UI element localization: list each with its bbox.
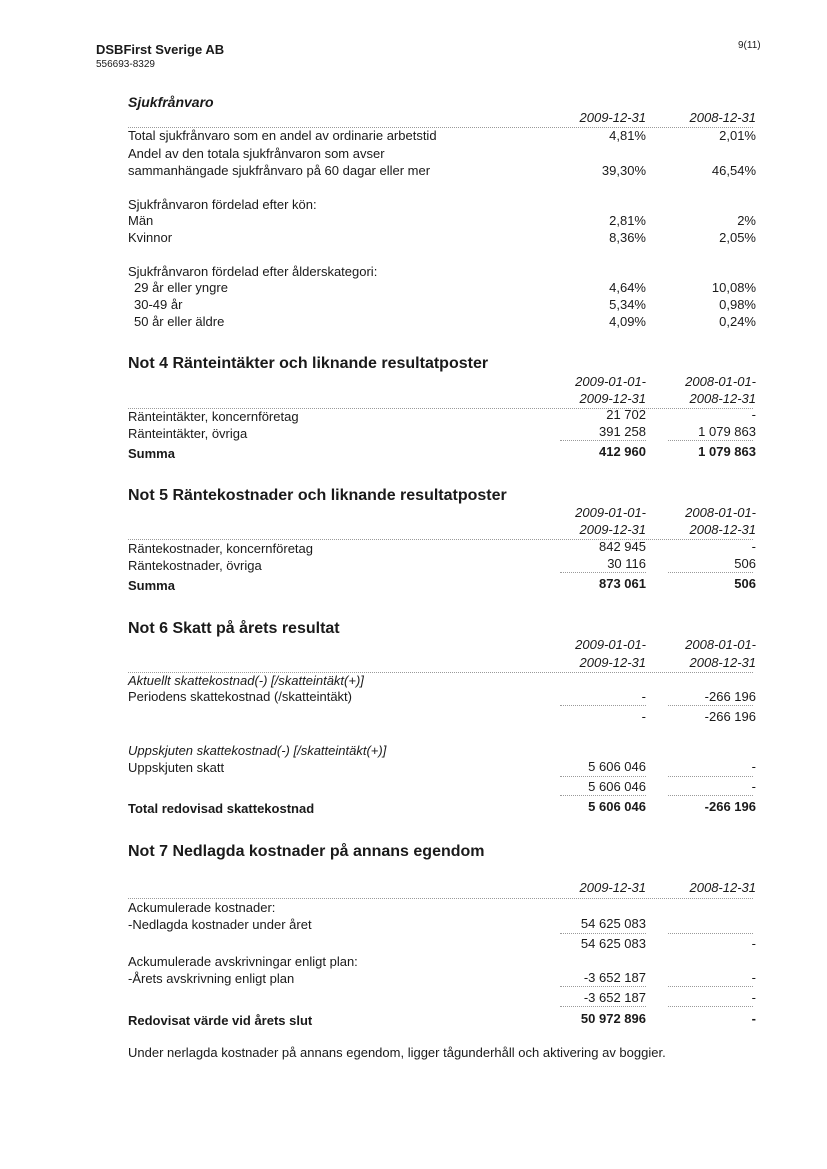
note4-col1-a: 2009-01-01- [575, 374, 646, 389]
note5-title: Not 5 Räntekostnader och liknande resultatposter [128, 487, 507, 504]
note4-sum-v1: 412 960 [599, 444, 646, 459]
note4-row2-label: Ränteintäkter, övriga [128, 426, 248, 441]
note5-col2-a: 2008-01-01- [685, 505, 756, 520]
note4-row1-label: Ränteintäkter, koncernföretag [128, 409, 299, 424]
sick-leave-col2-header: 2008-12-31 [689, 110, 756, 125]
age3-label: 50 år eller äldre [134, 314, 225, 329]
note5-row2-v1: 30 116 [607, 556, 646, 571]
company-name: DSBFirst Sverige AB [96, 42, 225, 57]
note5-row2-v2: 506 [734, 556, 756, 571]
divider [560, 933, 646, 934]
note6-current-v1: - [641, 689, 646, 704]
note6-deferred-v2: - [751, 759, 756, 774]
women-v2: 2,05% [719, 230, 756, 245]
sick-leave-total-v2: 2,01% [719, 128, 756, 143]
divider [668, 986, 753, 987]
note5-sum-label: Summa [128, 578, 175, 593]
note7-dep-title: Ackumulerade avskrivningar enligt plan: [128, 954, 358, 969]
divider [668, 440, 753, 441]
age1-v1: 4,64% [609, 280, 646, 295]
note4-row1-v2: - [751, 407, 756, 422]
note6-deferred-sub-v2: - [751, 779, 756, 794]
note7-acc-sub-v2: - [751, 936, 756, 951]
note6-col2-b: 2008-12-31 [689, 655, 756, 670]
note4-title: Not 4 Ränteintäkter och liknande resultatposter [128, 355, 489, 372]
note5-sum-v1: 873 061 [599, 576, 646, 591]
divider [560, 705, 646, 706]
note5-row2-label: Räntekostnader, övriga [128, 558, 262, 573]
age2-v1: 5,34% [609, 297, 646, 312]
note7-dep-v1: -3 652 187 [583, 970, 646, 985]
divider [128, 539, 753, 540]
divider [560, 776, 646, 777]
note7-dep-label: -Årets avskrivning enligt plan [128, 971, 295, 986]
note6-total-v2: -266 196 [704, 799, 756, 814]
note7-dep-v2: - [751, 970, 756, 985]
note4-row2-v1: 391 258 [599, 424, 646, 439]
sick-leave-long-v1: 39,30% [601, 163, 646, 178]
divider [560, 572, 646, 573]
divider [668, 1006, 753, 1007]
note4-col2-a: 2008-01-01- [685, 374, 756, 389]
sick-leave-long-v2: 46,54% [711, 163, 756, 178]
note4-sum-label: Summa [128, 446, 175, 461]
divider [560, 986, 646, 987]
note5-col1-b: 2009-12-31 [579, 522, 646, 537]
sick-leave-long-label-1: Andel av den totala sjukfrånvaron som avser [128, 146, 385, 161]
note5-col2-b: 2008-12-31 [689, 522, 756, 537]
note5-row1-v2: - [751, 539, 756, 554]
note6-deferred-v1: 5 606 046 [588, 759, 646, 774]
sick-leave-long-label-2: sammanhängade sjukfrånvaro på 60 dagar eller mer [128, 163, 431, 178]
note6-title: Not 6 Skatt på årets resultat [128, 620, 340, 637]
age2-label: 30-49 år [134, 297, 183, 312]
note6-col1-a: 2009-01-01- [575, 637, 646, 652]
note6-deferred-sub-v1: 5 606 046 [588, 779, 646, 794]
women-label: Kvinnor [128, 230, 173, 245]
sick-leave-total-v1: 4,81% [609, 128, 646, 143]
note6-total-label: Total redovisad skattekostnad [128, 801, 315, 816]
org-number: 556693-8329 [96, 59, 155, 70]
note6-current-sub-v2: -266 196 [704, 709, 756, 724]
age2-v2: 0,98% [719, 297, 756, 312]
note4-row2-v2: 1 079 863 [698, 424, 756, 439]
note6-current-v2: -266 196 [704, 689, 756, 704]
men-v2: 2% [737, 213, 756, 228]
note7-footnote: Under nerlagda kostnader på annans egendom, ligger tågunderhåll och aktivering av boggier. [128, 1045, 666, 1060]
age3-v2: 0,24% [719, 314, 756, 329]
divider [560, 795, 646, 796]
note6-current-title: Aktuellt skattekostnad(-) [/skatteintäkt(+)] [128, 673, 364, 688]
note4-col1-b: 2009-12-31 [579, 391, 646, 406]
age1-v2: 10,08% [711, 280, 756, 295]
note6-current-label: Periodens skattekostnad (/skatteintäkt) [128, 689, 353, 704]
divider [668, 776, 753, 777]
women-v1: 8,36% [609, 230, 646, 245]
age3-v1: 4,09% [609, 314, 646, 329]
age1-label: 29 år eller yngre [134, 280, 228, 295]
divider [560, 1006, 646, 1007]
note6-col2-a: 2008-01-01- [685, 637, 756, 652]
note7-title: Not 7 Nedlagda kostnader på annans egendom [128, 843, 485, 860]
divider [668, 572, 753, 573]
note6-total-v1: 5 606 046 [588, 799, 646, 814]
note7-acc-sub-v1: 54 625 083 [580, 936, 646, 951]
divider [128, 898, 753, 899]
note5-sum-v2: 506 [734, 576, 756, 591]
note7-acc-title: Ackumulerade kostnader: [128, 900, 276, 915]
note7-total-v1: 50 972 896 [580, 1011, 646, 1026]
note7-dep-sub-v2: - [751, 990, 756, 1005]
note7-total-v2: - [751, 1011, 756, 1026]
note5-row1-label: Räntekostnader, koncernföretag [128, 541, 314, 556]
note4-sum-v2: 1 079 863 [698, 444, 756, 459]
sick-leave-total-label: Total sjukfrånvaro som en andel av ordinarie arbetstid [128, 128, 437, 143]
note7-col2-header: 2008-12-31 [689, 880, 756, 895]
page-number: 9(11) [738, 40, 761, 51]
note7-acc-v1: 54 625 083 [580, 916, 646, 931]
note7-col1-header: 2009-12-31 [579, 880, 646, 895]
note5-row1-v1: 842 945 [599, 539, 646, 554]
sick-leave-col1-header: 2009-12-31 [579, 110, 646, 125]
note7-acc-label: -Nedlagda kostnader under året [128, 917, 312, 932]
sick-leave-title: Sjukfrånvaro [128, 94, 214, 110]
note4-col2-b: 2008-12-31 [689, 391, 756, 406]
divider [668, 795, 753, 796]
gender-title: Sjukfrånvaron fördelad efter kön: [128, 197, 317, 212]
note6-deferred-label: Uppskjuten skatt [128, 760, 225, 775]
men-label: Män [128, 213, 154, 228]
age-title: Sjukfrånvaron fördelad efter ålderskategori: [128, 264, 378, 279]
note6-col1-b: 2009-12-31 [579, 655, 646, 670]
note6-deferred-title: Uppskjuten skattekostnad(-) [/skatteintäkt(+)] [128, 743, 387, 758]
men-v1: 2,81% [609, 213, 646, 228]
note6-current-sub-v1: - [641, 709, 646, 724]
note4-row1-v1: 21 702 [606, 407, 646, 422]
note7-total-label: Redovisat värde vid årets slut [128, 1013, 313, 1028]
divider [668, 705, 753, 706]
note5-col1-a: 2009-01-01- [575, 505, 646, 520]
divider [668, 933, 753, 934]
divider [560, 440, 646, 441]
note7-dep-sub-v1: -3 652 187 [583, 990, 646, 1005]
